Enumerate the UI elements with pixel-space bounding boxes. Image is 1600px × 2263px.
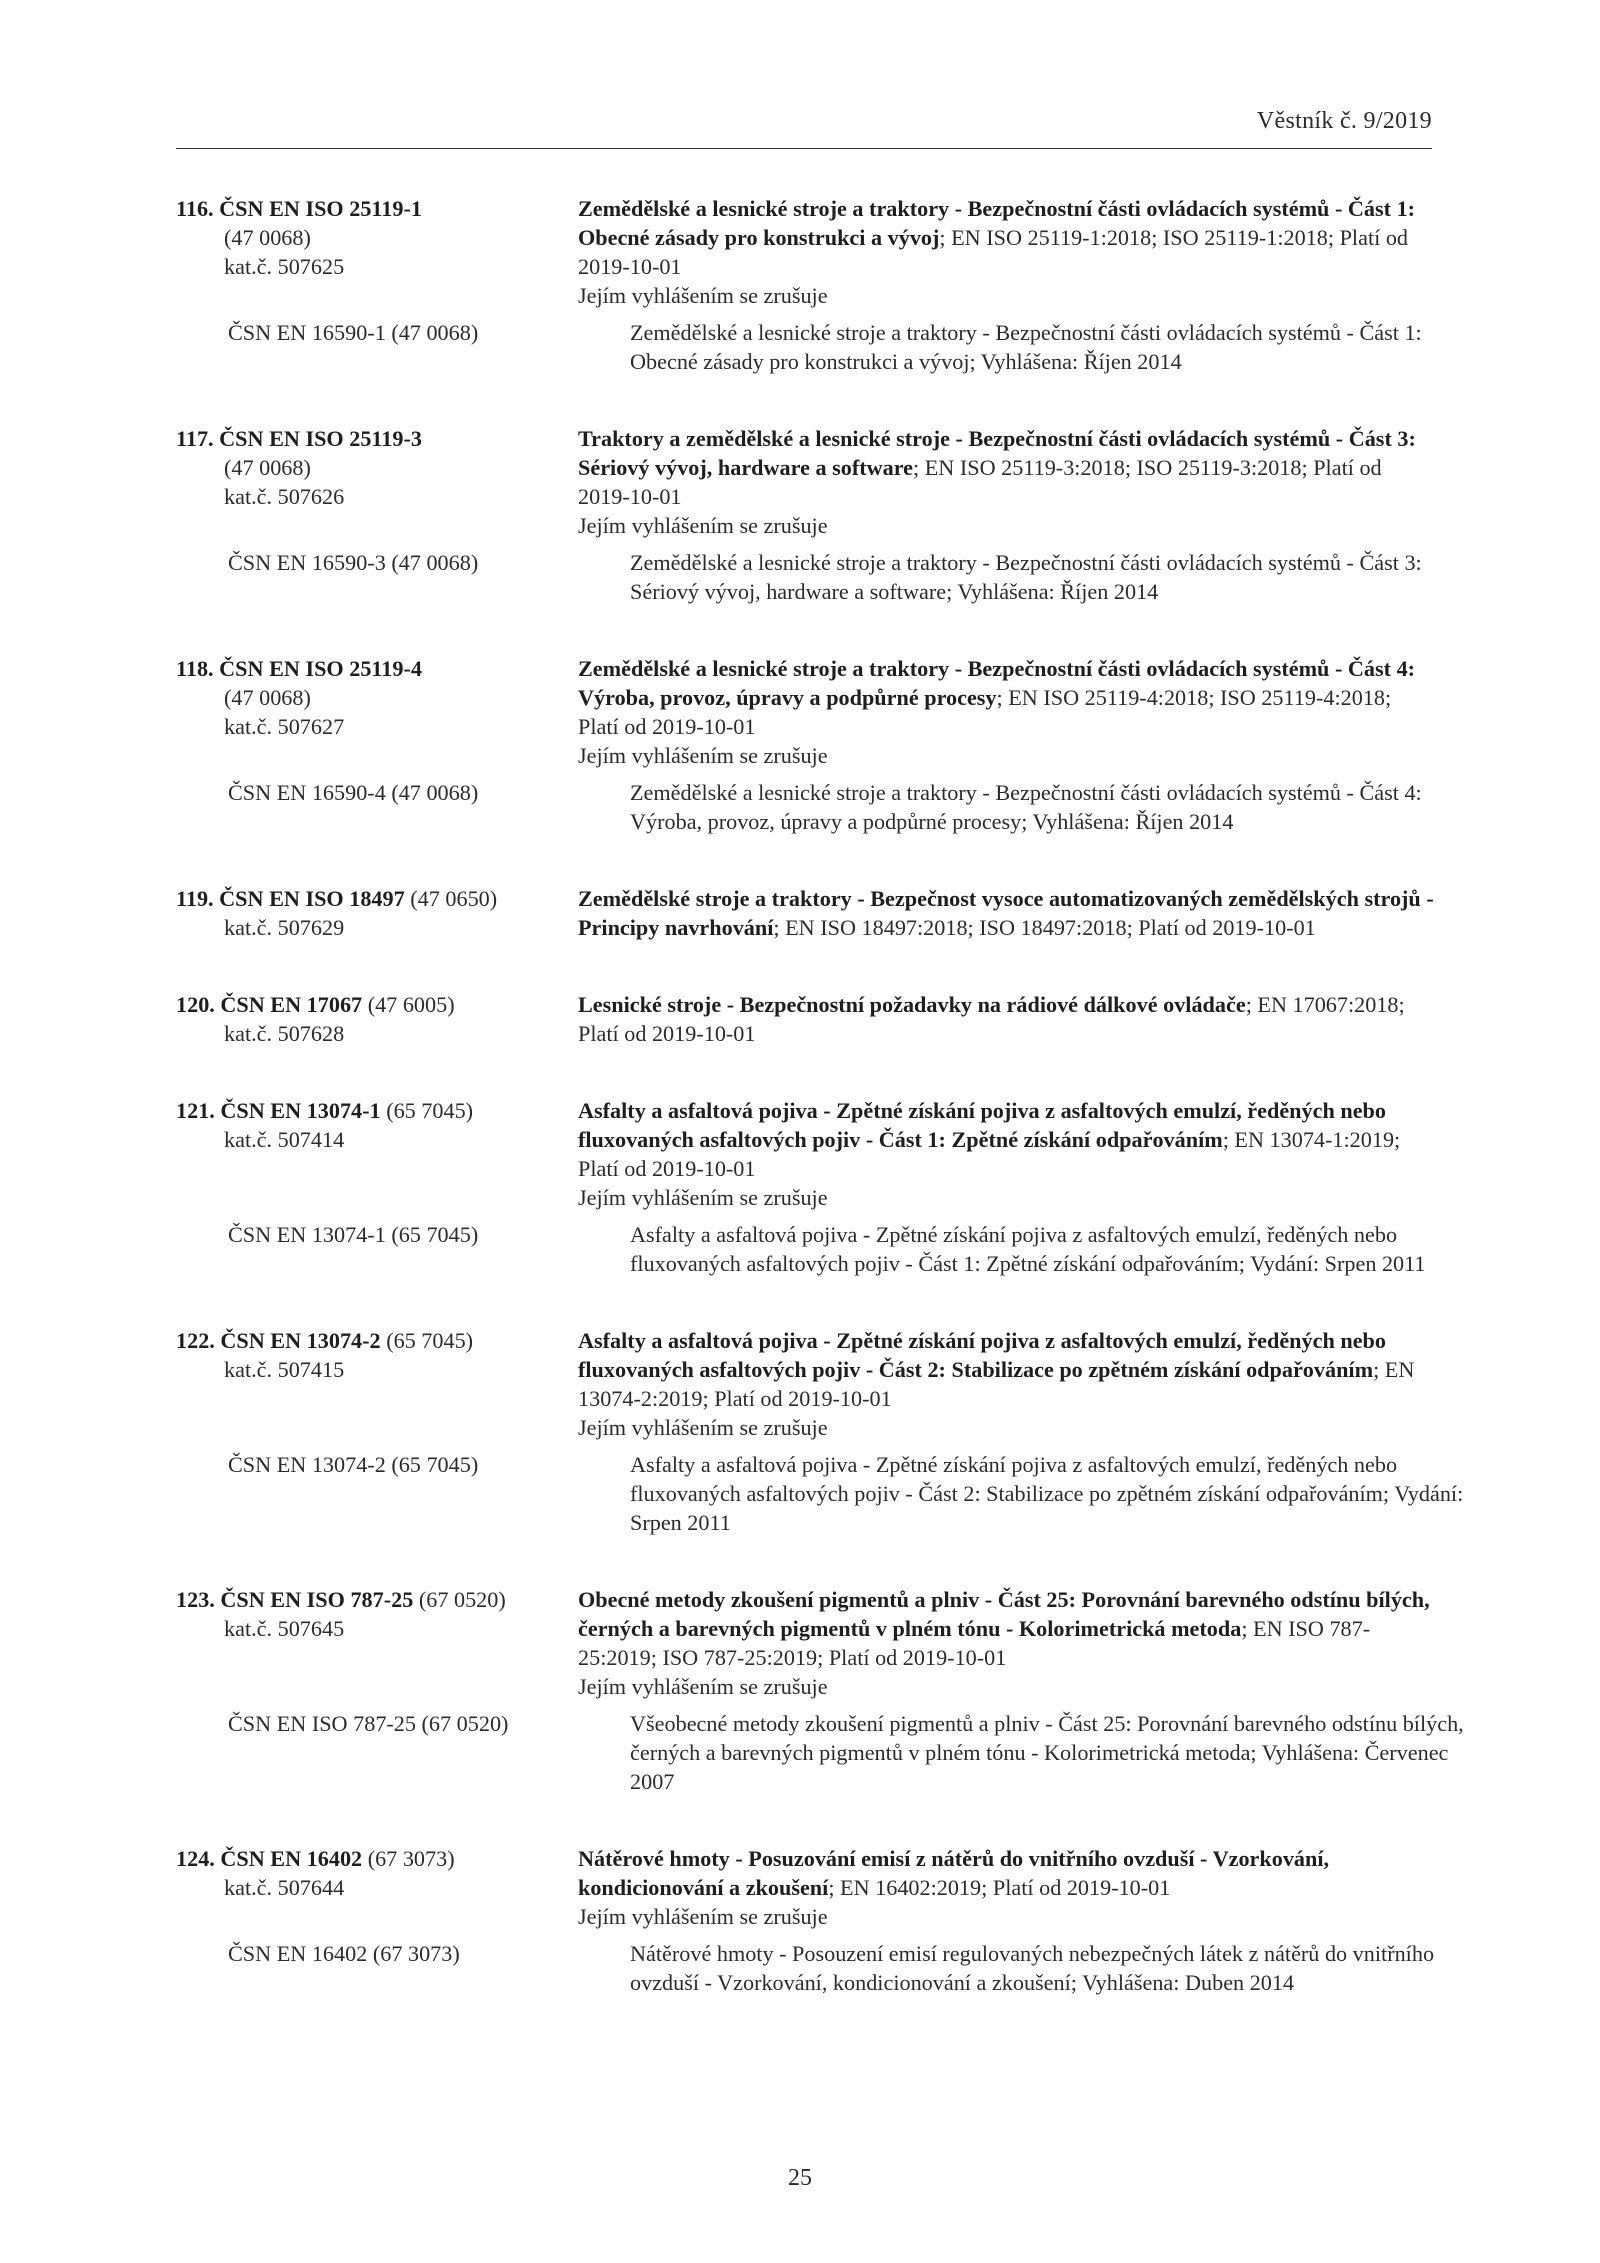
entry-number: 123. xyxy=(176,1587,215,1612)
replacement-note: Jejím vyhlášením se zrušuje xyxy=(578,1415,828,1440)
replaced-standard-code: ČSN EN 13074-1 (65 7045) xyxy=(228,1222,479,1247)
replaced-standard-code: ČSN EN 13074-2 (65 7045) xyxy=(228,1452,479,1477)
catalog-number: kat.č. 507626 xyxy=(224,484,345,509)
standard-details: ; EN 13074-2:2019; Platí od 2019-10-01 xyxy=(578,1357,1415,1411)
catalog-number: kat.č. 507415 xyxy=(224,1357,345,1382)
standard-details: ; EN 17067:2018; Platí od 2019-10-01 xyxy=(578,992,1405,1046)
classification-code: (47 0068) xyxy=(224,685,311,710)
entry-description xyxy=(578,884,1436,942)
standard-code: ČSN EN 16402 xyxy=(220,1846,363,1871)
replaced-standard-text: Zemědělské a lesnické stroje a traktory - Bezpečnostní části ovládacích systémů - Část 1: Obecné zásady pro konstrukci a vývoj; Vyhlášena: Říjen 2014 xyxy=(630,320,1422,374)
standard-title: Nátěrové hmoty - Posuzování emisí z nátěrů do vnitřního ovzduší - Vzorkování, kondicionování a zkoušení xyxy=(578,1846,1330,1900)
entry-identifier xyxy=(176,990,578,1048)
entry-description xyxy=(578,654,1436,770)
standard-code: ČSN EN 13074-1 xyxy=(220,1098,381,1123)
replaced-standard-text: Nátěrové hmoty - Posouzení emisí regulovaných nebezpečných látek z nátěrů do vnitřního ovzduší - Vzorkování, kondicionování a zkoušení; Vyhlášena: Duben 2014 xyxy=(630,1941,1435,1995)
entry-main-row xyxy=(176,884,1436,942)
replacement-note: Jejím vyhlášením se zrušuje xyxy=(578,513,828,538)
standard-details: ; EN ISO 25119-4:2018; ISO 25119-4:2018; Platí od 2019-10-01 xyxy=(578,685,1392,739)
standard-entry-117 xyxy=(176,424,1436,606)
entry-identifier xyxy=(176,1585,578,1701)
replaced-standard-row xyxy=(176,778,1436,836)
standard-title: Traktory a zemědělské a lesnické stroje - Bezpečnostní části ovládacích systémů - Část 3: Sériový vývoj, hardware a software xyxy=(578,426,1416,480)
replacement-note: Jejím vyhlášením se zrušuje xyxy=(578,1185,828,1210)
entry-description xyxy=(578,424,1436,540)
entry-main-row xyxy=(176,194,1436,310)
entry-description xyxy=(578,990,1436,1048)
standard-entry-116 xyxy=(176,194,1436,376)
catalog-number: kat.č. 507414 xyxy=(224,1127,345,1152)
entry-main-row xyxy=(176,1844,1436,1931)
classification-code: (65 7045) xyxy=(380,1328,474,1353)
entry-description xyxy=(578,1326,1436,1442)
entry-number: 120. xyxy=(176,992,215,1017)
entry-number: 117. xyxy=(176,426,214,451)
page-header xyxy=(176,108,1432,149)
entry-main-row xyxy=(176,424,1436,540)
standard-details: ; EN 16402:2019; Platí od 2019-10-01 xyxy=(828,1875,1171,1900)
standard-details: ; EN 13074-1:2019; Platí od 2019-10-01 xyxy=(578,1127,1401,1181)
replaced-standard-row xyxy=(176,548,1436,606)
catalog-number: kat.č. 507625 xyxy=(224,254,345,279)
replaced-standard-code: ČSN EN 16590-4 (47 0068) xyxy=(228,780,479,805)
replaced-standard-row xyxy=(176,1939,1436,1997)
replacement-note: Jejím vyhlášením se zrušuje xyxy=(578,1674,828,1699)
standard-title: Zemědělské a lesnické stroje a traktory - Bezpečnostní části ovládacích systémů - Část 4: Výroba, provoz, úpravy a podpůrné procesy xyxy=(578,656,1416,710)
standard-entry-119 xyxy=(176,884,1436,942)
standard-code: ČSN EN 13074-2 xyxy=(220,1328,381,1353)
standard-title: Lesnické stroje - Bezpečnostní požadavky na rádiové dálkové ovládače xyxy=(578,992,1246,1017)
catalog-number: kat.č. 507629 xyxy=(224,915,345,940)
standard-details: ; EN ISO 25119-1:2018; ISO 25119-1:2018; Platí od 2019-10-01 xyxy=(578,225,1409,279)
standard-entry-124 xyxy=(176,1844,1436,1997)
entry-identifier xyxy=(176,1326,578,1442)
replaced-standard-row xyxy=(176,1709,1464,1796)
standard-details: ; EN ISO 787-25:2019; ISO 787-25:2019; Platí od 2019-10-01 xyxy=(578,1616,1371,1670)
entry-number: 119. xyxy=(176,886,214,911)
entry-identifier xyxy=(176,654,578,770)
replacement-note: Jejím vyhlášením se zrušuje xyxy=(578,743,828,768)
entry-description xyxy=(578,1585,1436,1701)
standard-code: ČSN EN ISO 25119-3 xyxy=(219,426,422,451)
standard-entry-123 xyxy=(176,1585,1464,1796)
standard-code: ČSN EN 17067 xyxy=(220,992,363,1017)
standard-entry-118 xyxy=(176,654,1436,836)
entry-main-row xyxy=(176,1326,1436,1442)
standard-entry-120 xyxy=(176,990,1436,1048)
replaced-standard-row xyxy=(176,1450,1464,1537)
entry-description xyxy=(578,1844,1436,1931)
replacement-note: Jejím vyhlášením se zrušuje xyxy=(578,1904,828,1929)
standard-title: Obecné metody zkoušení pigmentů a plniv - Část 25: Porovnání barevného odstínu bílých, černých a barevných pigmentů v plném tónu - Kolorimetrická metoda xyxy=(578,1587,1430,1641)
catalog-number: kat.č. 507628 xyxy=(224,1021,345,1046)
entry-number: 118. xyxy=(176,656,214,681)
entry-number: 122. xyxy=(176,1328,215,1353)
entry-identifier xyxy=(176,884,578,942)
standard-title: Asfalty a asfaltová pojiva - Zpětné získání pojiva z asfaltových emulzí, ředěných nebo fluxovaných asfaltových pojiv - Část 1: Zpětné získání odpařováním xyxy=(578,1098,1386,1152)
standard-code: ČSN EN ISO 25119-4 xyxy=(219,656,422,681)
entry-main-row xyxy=(176,654,1436,770)
standard-title: Zemědělské stroje a traktory - Bezpečnost vysoce automatizovaných zemědělských strojů - Principy navrhování xyxy=(578,886,1434,940)
standard-title: Zemědělské a lesnické stroje a traktory - Bezpečnostní části ovládacích systémů - Část 1: Obecné zásady pro konstrukci a vývoj xyxy=(578,196,1416,250)
classification-code: (47 0650) xyxy=(404,886,498,911)
entry-description xyxy=(578,1096,1436,1212)
replaced-standard-text: Zemědělské a lesnické stroje a traktory - Bezpečnostní části ovládacích systémů - Část 3: Sériový vývoj, hardware a software; Vyhlášena: Říjen 2014 xyxy=(630,550,1422,604)
entry-identifier xyxy=(176,1844,578,1931)
standards-list xyxy=(176,194,1464,2045)
standard-code: ČSN EN ISO 25119-1 xyxy=(219,196,422,221)
replaced-standard-row xyxy=(176,318,1436,376)
entry-number: 124. xyxy=(176,1846,215,1871)
standard-details: ; EN ISO 18497:2018; ISO 18497:2018; Platí od 2019-10-01 xyxy=(773,915,1316,940)
replaced-standard-code: ČSN EN 16402 (67 3073) xyxy=(228,1941,460,1966)
entry-identifier xyxy=(176,424,578,540)
classification-code: (65 7045) xyxy=(380,1098,474,1123)
entry-main-row xyxy=(176,1096,1436,1212)
catalog-number: kat.č. 507627 xyxy=(224,714,345,739)
entry-main-row xyxy=(176,990,1436,1048)
replaced-standard-code: ČSN EN 16590-1 (47 0068) xyxy=(228,320,479,345)
replaced-standard-code: ČSN EN ISO 787-25 (67 0520) xyxy=(228,1711,509,1736)
page-number: 25 xyxy=(788,2165,812,2191)
classification-code: (47 6005) xyxy=(362,992,455,1017)
standard-code: ČSN EN ISO 18497 xyxy=(219,886,405,911)
replaced-standard-text: Zemědělské a lesnické stroje a traktory - Bezpečnostní části ovládacích systémů - Část 4: Výroba, provoz, úpravy a podpůrné procesy; Vyhlášena: Říjen 2014 xyxy=(630,780,1422,834)
catalog-number: kat.č. 507645 xyxy=(224,1616,345,1641)
standard-entry-121 xyxy=(176,1096,1436,1278)
entry-number: 116. xyxy=(176,196,214,221)
replaced-standard-text: Asfalty a asfaltová pojiva - Zpětné získání pojiva z asfaltových emulzí, ředěných nebo fluxovaných asfaltových pojiv - Část 1: Zpětné získání odpařováním; Vydání: Srpen 2011 xyxy=(630,1222,1426,1276)
standard-details: ; EN ISO 25119-3:2018; ISO 25119-3:2018; Platí od 2019-10-01 xyxy=(578,455,1382,509)
entry-number: 121. xyxy=(176,1098,215,1123)
replaced-standard-row xyxy=(176,1220,1436,1278)
entry-description xyxy=(578,194,1436,310)
classification-code: (67 0520) xyxy=(413,1587,506,1612)
replaced-standard-text: Asfalty a asfaltová pojiva - Zpětné získání pojiva z asfaltových emulzí, ředěných nebo fluxovaných asfaltových pojiv - Část 2: Stabilizace po zpětném získání odpařováním; Vydání: Srpen 2011 xyxy=(630,1452,1464,1535)
replaced-standard-code: ČSN EN 16590-3 (47 0068) xyxy=(228,550,479,575)
entry-identifier xyxy=(176,1096,578,1212)
standard-title: Asfalty a asfaltová pojiva - Zpětné získání pojiva z asfaltových emulzí, ředěných nebo fluxovaných asfaltových pojiv - Část 2: Stabilizace po zpětném získání odpařováním xyxy=(578,1328,1386,1382)
classification-code: (47 0068) xyxy=(224,455,311,480)
bulletin-title: Věstník č. 9/2019 xyxy=(1256,108,1432,134)
standard-entry-122 xyxy=(176,1326,1464,1537)
classification-code: (47 0068) xyxy=(224,225,311,250)
catalog-number: kat.č. 507644 xyxy=(224,1875,345,1900)
replaced-standard-text: Všeobecné metody zkoušení pigmentů a plniv - Část 25: Porovnání barevného odstínu bílých, černých a barevných pigmentů v plném tónu - Kolorimetrická metoda; Vyhlášena: Červenec 2007 xyxy=(630,1711,1464,1794)
classification-code: (67 3073) xyxy=(362,1846,455,1871)
replacement-note: Jejím vyhlášením se zrušuje xyxy=(578,283,828,308)
standard-code: ČSN EN ISO 787-25 xyxy=(220,1587,414,1612)
entry-main-row xyxy=(176,1585,1436,1701)
entry-identifier xyxy=(176,194,578,310)
